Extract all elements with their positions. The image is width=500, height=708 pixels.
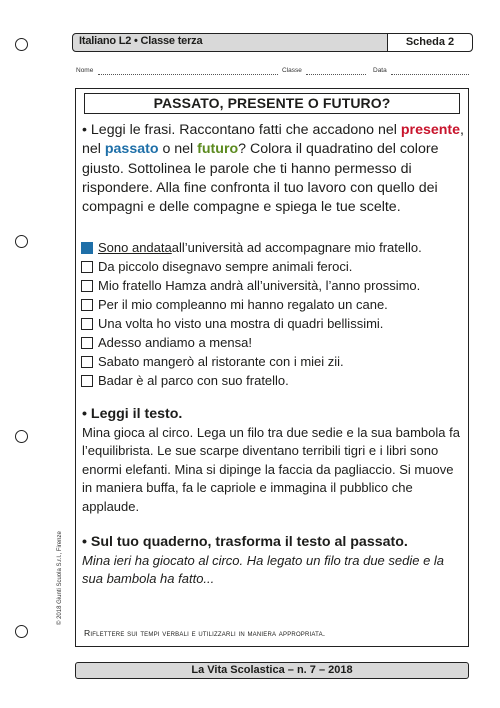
subject-label: Italiano L2 • Classe terza [79, 35, 203, 47]
word-presente: presente [400, 122, 461, 138]
sentence-checkbox[interactable] [81, 242, 93, 254]
exercise-title: PASSATO, PRESENTE O FUTURO? [84, 93, 460, 114]
sentence-row [81, 276, 471, 295]
instructions-text-4: ? Colora il quadratino del colore giusto. Sottolinea le parole che ti hanno permesso di rispondere. Alla fine confronta il tuo lavoro con quello dei compagni e delle compagne e spiega le tue scelte. [82, 141, 439, 216]
header-bar [72, 33, 473, 52]
sentence-row [81, 333, 471, 352]
sentence-text: Una volta ho visto una mostra di quadri bellissimi. [98, 316, 384, 331]
learning-objective: Riflettere sui tempi verbali e utilizzarli in maniera appropriata. [84, 628, 326, 638]
word-futuro: futuro [197, 141, 239, 158]
instructions-text-1: • Leggi le frasi. Raccontano fatti che accadono nel [82, 122, 401, 138]
footer-bar: La Vita Scolastica – n. 7 – 2018 [75, 662, 469, 679]
copyright-note: © 2018 Giunti Scuola S.r.l., Firenze [57, 531, 63, 625]
name-line[interactable] [98, 74, 278, 75]
transform-section [82, 533, 467, 589]
sentence-checkbox[interactable] [81, 356, 93, 368]
student-fields [76, 67, 470, 79]
instructions-text-3: o nel [158, 141, 198, 158]
reading-heading: • Leggi il testo. [82, 406, 183, 422]
sentence-text: Badar è al parco con suo fratello. [98, 373, 289, 388]
date-label: Data [373, 67, 387, 74]
sentence-row [81, 314, 471, 333]
sentence-checkbox[interactable] [81, 337, 93, 349]
binder-hole-2 [15, 235, 28, 248]
sentence-text: Sabato mangerò al ristorante con i miei zii. [98, 354, 344, 369]
sentence-checkbox[interactable] [81, 280, 93, 292]
sentence-checkbox[interactable] [81, 375, 93, 387]
reading-section [82, 405, 467, 517]
sentence-text: Mio fratello Hamza andrà all’università, l’anno prossimo. [98, 278, 421, 293]
sentence-text: all’università ad accompagnare mio fratello. [171, 240, 422, 255]
class-line[interactable] [306, 74, 366, 75]
sentence-checkbox[interactable] [81, 261, 93, 273]
sentence-row [81, 238, 471, 257]
sentence-row [81, 352, 471, 371]
sentence-text: Per il mio compleanno mi hanno regalato un cane. [98, 297, 388, 312]
binder-hole-4 [15, 625, 28, 638]
sentence-checkbox[interactable] [81, 318, 93, 330]
date-line[interactable] [391, 74, 469, 75]
class-label: Classe [282, 67, 302, 74]
exercise-instructions [82, 121, 467, 217]
sentence-row [81, 371, 471, 390]
binder-hole-3 [15, 430, 28, 443]
sentence-list [81, 238, 471, 390]
word-passato: passato [104, 141, 159, 158]
transform-example: Mina ieri ha giocato al circo. Ha legato un filo tra due sedie e la sua bambola ha fatto... [82, 552, 445, 587]
sentence-underlined: Sono andata [98, 240, 172, 255]
sentence-row [81, 295, 471, 314]
binder-hole-1 [15, 38, 28, 51]
name-label: Nome [76, 67, 94, 74]
sentence-checkbox[interactable] [81, 299, 93, 311]
sentence-text: Adesso andiamo a mensa! [98, 335, 252, 350]
instructions-text-2: , nel [82, 122, 464, 158]
sheet-label: Scheda 2 [387, 34, 472, 51]
transform-heading: • Sul tuo quaderno, trasforma il testo al passato. [82, 534, 408, 550]
sentence-row [81, 257, 471, 276]
reading-text: Mina gioca al circo. Lega un filo tra due sedie e la sua bambola fa l’equilibrista. Le sue scarpe diventano terribili tigri e i libri sono enormi elefanti. Mina si dipinge la faccia da pagliaccio. Si muove in maniera buffa, fa le capriole e immagina il pubblico che applaude. [82, 424, 460, 514]
sentence-text: Da piccolo disegnavo sempre animali feroci. [98, 259, 353, 274]
